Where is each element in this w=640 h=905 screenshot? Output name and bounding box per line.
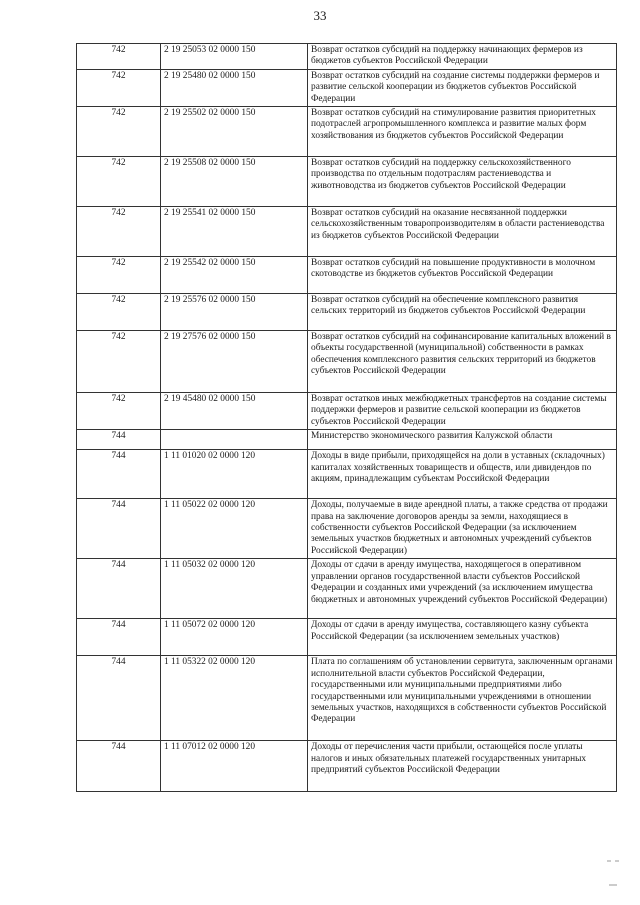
admin-code-cell: 742 [77,331,161,393]
table-row [77,559,617,619]
table-row [77,741,617,792]
admin-code-cell: 744 [77,499,161,559]
revenue-codes-table [76,43,617,792]
revenue-name-cell: Доходы в виде прибыли, приходящейся на доли в уставных (складочных) капиталах хозяйственных товариществ и обществ, или дивидендов по акциям, принадлежащим субъектам Российской Федерации [308,450,617,499]
table-row [77,294,617,331]
admin-code-cell: 742 [77,107,161,157]
table-row [77,257,617,294]
admin-code-cell: 742 [77,257,161,294]
revenue-name-cell: Доходы, получаемые в виде арендной платы, а также средства от продажи права на заключение договоров аренды за земли, находящиеся в собственности субъектов Российской Федерации (за исключением земельных участков бюджетных и автономных учреждений субъектов Российской Федерации) [308,499,617,559]
budget-code-cell: 1 11 05322 02 0000 120 [161,656,308,741]
table-row [77,207,617,257]
admin-code-cell: 744 [77,430,161,450]
budget-code-cell: 2 19 45480 02 0000 150 [161,393,308,430]
budget-code-cell: 1 11 05022 02 0000 120 [161,499,308,559]
table-row [77,44,617,70]
revenue-name-cell: Возврат остатков субсидий на создание системы поддержки фермеров и развитие сельской кооперации из бюджетов субъектов Российской Федерации [308,69,617,106]
admin-code-cell: 744 [77,559,161,619]
revenue-name-cell: Возврат остатков субсидий на оказание несвязанной поддержки сельскохозяйственным товаропроизводителям в области растениеводства из бюджетов субъектов Российской Федерации [308,207,617,257]
budget-code-cell: 2 19 25480 02 0000 150 [161,69,308,106]
revenue-name-cell: Возврат остатков субсидий на софинансирование капитальных вложений в объекты государственной (муниципальной) собственности в рамках обеспечения комплексного развития сельских территорий из бюджетов субъектов Российской Федерации [308,331,617,393]
table-row [77,450,617,499]
table-row [77,499,617,559]
table-row [77,107,617,157]
admin-code-cell: 744 [77,450,161,499]
admin-code-cell: 744 [77,741,161,792]
table-row [77,393,617,430]
revenue-name-cell: Плата по соглашениям об установлении сервитута, заключенным органами исполнительной власти субъектов Российской Федерации, государственными или муниципальными предприятиями либо государственными или муниципальными учреждениями в отношении земельных участков, находящихся в собственности субъектов Российской Федерации [308,656,617,741]
budget-code-cell: 2 19 25542 02 0000 150 [161,257,308,294]
revenue-name-cell: Возврат остатков субсидий на повышение продуктивности в молочном скотоводстве из бюджетов субъектов Российской Федерации [308,257,617,294]
budget-code-cell: 2 19 25576 02 0000 150 [161,294,308,331]
admin-code-cell: 742 [77,157,161,207]
budget-code-cell [161,430,308,450]
budget-code-cell: 1 11 05072 02 0000 120 [161,619,308,656]
admin-code-cell: 742 [77,393,161,430]
table-row [77,69,617,106]
table-row [77,430,617,450]
budget-code-cell: 1 11 05032 02 0000 120 [161,559,308,619]
admin-code-cell: 742 [77,69,161,106]
budget-code-cell: 2 19 25541 02 0000 150 [161,207,308,257]
page-number: 33 [313,8,327,23]
table-row [77,157,617,207]
revenue-name-cell: Доходы от сдачи в аренду имущества, находящегося в оперативном управлении органов государственной власти субъектов Российской Федерации и созданных ими учреждений (за исключением имущества бюджетных и автономных учреждений субъектов Российской Федерации) [308,559,617,619]
table-row [77,331,617,393]
revenue-name-cell: Возврат остатков субсидий на поддержку начинающих фермеров из бюджетов субъектов Российской Федерации [308,44,617,70]
budget-code-cell: 2 19 27576 02 0000 150 [161,331,308,393]
scan-mark [606,858,620,864]
table-row [77,656,617,741]
revenue-name-cell: Министерство экономического развития Калужской области [308,430,617,450]
budget-code-cell: 1 11 07012 02 0000 120 [161,741,308,792]
admin-code-cell: 742 [77,207,161,257]
revenue-name-cell: Возврат остатков субсидий на обеспечение комплексного развития сельских территорий из бюджетов субъектов Российской Федерации [308,294,617,331]
admin-code-cell: 744 [77,656,161,741]
table-row [77,619,617,656]
scan-mark [606,882,620,888]
admin-code-cell: 744 [77,619,161,656]
revenue-name-cell: Возврат остатков субсидий на поддержку сельскохозяйственного производства по отдельным подотраслям растениеводства и животноводства из бюджетов субъектов Российской Федерации [308,157,617,207]
revenue-name-cell: Доходы от перечисления части прибыли, остающейся после уплаты налогов и иных обязательных платежей государственных унитарных предприятий субъектов Российской Федерации [308,741,617,792]
revenue-name-cell: Доходы от сдачи в аренду имущества, составляющего казну субъекта Российской Федерации (за исключением земельных участков) [308,619,617,656]
revenue-name-cell: Возврат остатков субсидий на стимулирование развития приоритетных подотраслей агропромышленного комплекса и развитие малых форм хозяйствования из бюджетов субъектов Российской Федерации [308,107,617,157]
budget-code-cell: 1 11 01020 02 0000 120 [161,450,308,499]
budget-code-cell: 2 19 25508 02 0000 150 [161,157,308,207]
admin-code-cell: 742 [77,44,161,70]
admin-code-cell: 742 [77,294,161,331]
budget-code-cell: 2 19 25053 02 0000 150 [161,44,308,70]
revenue-name-cell: Возврат остатков иных межбюджетных трансфертов на создание системы поддержки фермеров и развитие сельской кооперации из бюджетов субъектов Российской Федерации [308,393,617,430]
budget-code-cell: 2 19 25502 02 0000 150 [161,107,308,157]
